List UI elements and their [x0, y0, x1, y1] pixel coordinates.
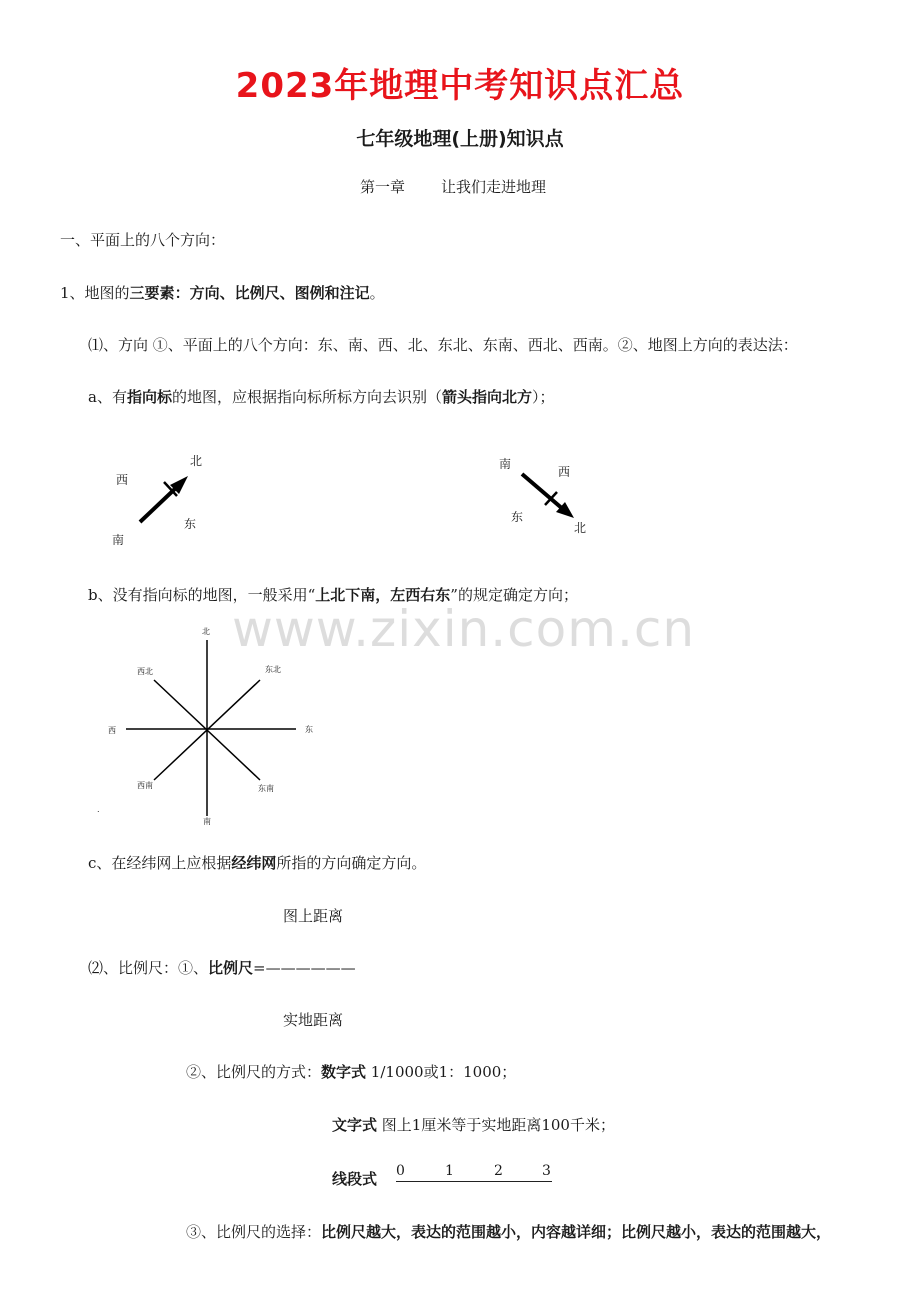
- text-run: ②、比例尺的方式：: [186, 1063, 322, 1081]
- scale-tick-label: 2: [494, 1163, 503, 1179]
- compass-south-label: 南: [203, 817, 211, 826]
- text-run: ⑵、比例尺：①、: [88, 959, 209, 977]
- fraction-denominator: 实地距离: [283, 1011, 344, 1029]
- bold-run: 线段式: [332, 1170, 378, 1188]
- arrow1-west-label: 西: [116, 473, 129, 487]
- bold-run: 方向、比例尺、图例和注记: [189, 284, 370, 302]
- text-run: 所指的方向确定方向。: [276, 854, 427, 872]
- arrow2-south-label: 南: [499, 457, 512, 471]
- document-subtitle: 七年级地理(上册)知识点: [356, 128, 564, 150]
- text-run: 1、地图的: [60, 284, 130, 302]
- scale-tick-label: 1: [445, 1163, 454, 1179]
- chapter-name: 让我们走进地理: [441, 178, 547, 196]
- arrow2-north-label: 北: [574, 521, 587, 535]
- bold-run: 箭头指向北方: [441, 388, 532, 406]
- compass-rose: [110, 630, 310, 830]
- compass-southwest-label: 西南: [137, 781, 153, 790]
- bold-run: 比例尺: [208, 959, 254, 977]
- item-a: [88, 386, 555, 407]
- arrow2-west-label: 西: [558, 465, 571, 479]
- bold-run: 指向标: [126, 388, 172, 406]
- direction-paragraph: ⑴、方向 ①、平面上的八个方向：东、南、西、北、东北、东南、西北、西南。②、地图上方向的表达法：: [88, 336, 798, 354]
- text-run: c、在经纬网上应根据: [88, 854, 232, 872]
- arrow1-north-label: 北: [190, 454, 203, 468]
- text-run: ”的规定确定方向；: [450, 586, 578, 604]
- arrow1-east-label: 东: [184, 517, 197, 531]
- bold-run: 三要素: [129, 284, 175, 302]
- text-run: 1/1000或1：1000；: [366, 1063, 517, 1081]
- scale-forms: [186, 1061, 516, 1082]
- compass-southeast-label: 东南: [258, 784, 274, 793]
- bold-run: 文字式: [332, 1116, 378, 1134]
- document-title: 2023年地理中考知识点汇总: [235, 66, 685, 106]
- text-run: 图上1厘米等于实地距离100千米；: [377, 1116, 615, 1134]
- scale-definition: [88, 957, 356, 978]
- text-run: ）；: [532, 388, 555, 406]
- text-run: a、有: [88, 388, 127, 406]
- item-map-elements: [60, 282, 385, 303]
- compass-north-label: 北: [202, 627, 210, 636]
- watermark: www.zixin.com.cn: [232, 600, 696, 658]
- chapter-heading: [360, 176, 546, 197]
- bold-run: 上北下南，左西右东: [315, 586, 451, 604]
- compass-northeast-label: 东北: [265, 665, 281, 674]
- bold-run: 数字式: [321, 1063, 367, 1081]
- bold-run: 比例尺越大，表达的范围越小，内容越详细；比例尺越小，表达的范围越大，: [321, 1223, 832, 1241]
- item-c: [88, 852, 426, 873]
- section-heading: 一、平面上的八个方向：: [60, 231, 226, 249]
- compass-east-label: 东: [305, 725, 313, 734]
- scale-tick-label: 3: [542, 1163, 551, 1179]
- arrow1-south-label: 南: [112, 533, 125, 547]
- fraction-numerator: 图上距离: [283, 907, 344, 925]
- compass-northwest-label: 西北: [137, 667, 153, 676]
- text-run: =——————: [253, 959, 356, 977]
- line-form-label: [332, 1168, 377, 1189]
- bold-run: 经纬网: [231, 854, 277, 872]
- stray-dot: .: [97, 805, 100, 814]
- text-form: [332, 1114, 615, 1135]
- chapter-number: 第一章: [360, 178, 406, 196]
- bold-run: ：: [174, 284, 190, 302]
- text-run: ③、比例尺的选择：: [186, 1223, 322, 1241]
- compass-west-label: 西: [108, 726, 116, 735]
- arrow2-east-label: 东: [511, 510, 524, 524]
- text-run: 的地图，应根据指向标所标方向去识别（: [171, 388, 442, 406]
- text-run: 。: [369, 284, 385, 302]
- scale-choice: [186, 1221, 831, 1242]
- text-run: b、没有指向标的地图，一般采用“: [88, 586, 316, 604]
- line-scale-bar: [396, 1163, 552, 1182]
- scale-tick-label: 0: [396, 1163, 405, 1179]
